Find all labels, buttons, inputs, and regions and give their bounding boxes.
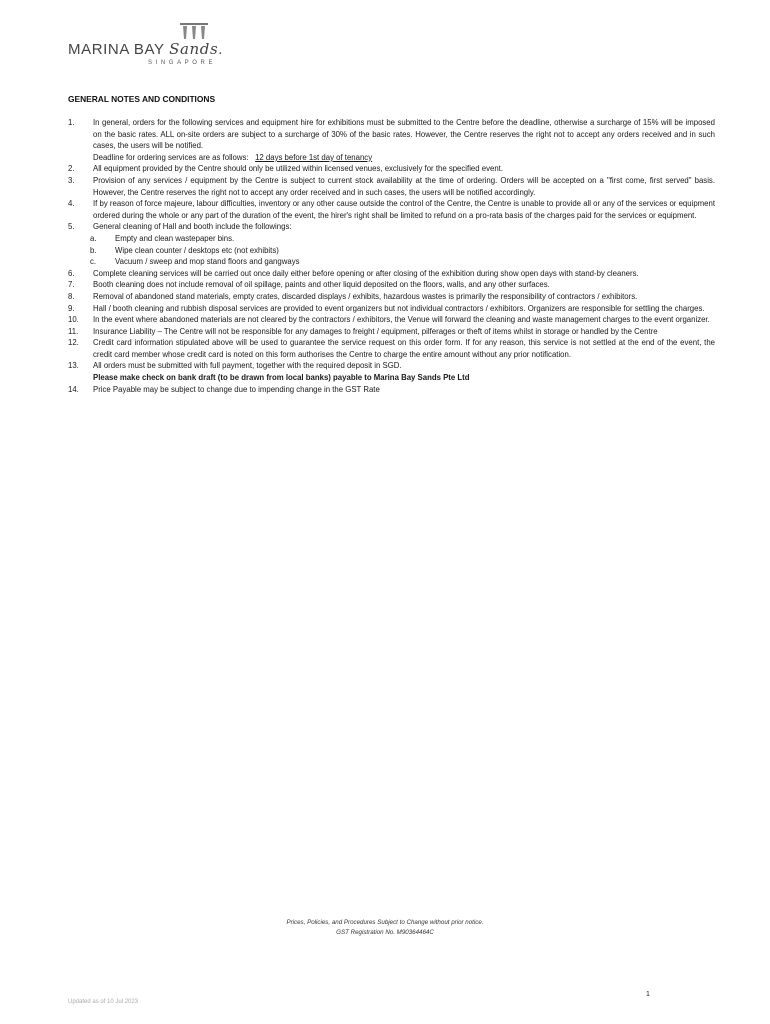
payment-instruction: Please make check on bank draft (to be drawn from local banks) payable to Marina Bay Sands Pte Ltd bbox=[93, 373, 470, 383]
list-item: 5. General cleaning of Hall and booth include the followings: bbox=[68, 222, 292, 232]
list-item: 1. In general, orders for the following services and equipment hire for exhibitions must be submitted to the Centre before the deadline, otherwise a surcharge of 15% will be imposed on the basic rates. ALL on-site orders are subject to a surcharge of 30% of the basic rates. However, the Centre reserves the right not to accept any orders received and in such cases, the users will be notified. bbox=[68, 118, 715, 151]
list-item: 3. Provision of any services / equipment by the Centre is subject to current stock availability at the time of ordering. Orders will be accepted on a "first come, first served" basis. However, the Centre reserves the right not to accept any order received and in such cases, the users will be notified accordingly. bbox=[68, 175, 715, 197]
marina-bay-sands-logo bbox=[68, 22, 224, 72]
list-item: 2. All equipment provided by the Centre should only be utilized within licensed venues, exclusively for the specified event. bbox=[68, 164, 504, 174]
deadline-value: 12 days before 1st day of tenancy bbox=[255, 152, 373, 162]
footer-notice bbox=[0, 918, 770, 938]
list-item: 12. Credit card information stipulated above will be used to guarantee the service request on this order form. If for any reason, this service is not settled at the end of the event, the credit card member whose credit card is noted on this form authorises the Centre to charge the entire amount without any prior notification. bbox=[68, 338, 715, 359]
gst-registration: GST Registration No. M90364464C bbox=[336, 929, 434, 936]
list-item: 13. All orders must be submitted with full payment, together with the required deposit in SGD. Please make check on bank draft (to be drawn from local banks) payable to Marina Bay Sands Pte Ltd bbox=[68, 360, 715, 383]
deadline-line: Deadline for ordering services are as follows: 12 days before 1st day of tenancy bbox=[93, 152, 373, 162]
updated-date: Updated as of 10 Jul 2023 bbox=[68, 999, 139, 1005]
hotel-towers-icon bbox=[180, 22, 208, 39]
page-number: 1 bbox=[646, 991, 650, 998]
list-item: 10. In the event where abandoned materials are not cleared by the contractors / exhibitors, the Venue will forward the cleaning and waste management charges to the event organizer. bbox=[68, 315, 710, 325]
footer-disclaimer: Prices, Policies, and Procedures Subject to Change without prior notice. bbox=[286, 919, 484, 926]
list-item: 9. Hall / booth cleaning and rubbish disposal services are provided to event organizers but not individual contractors / exhibitors. Organizers are responsible for settling the charges. bbox=[68, 303, 705, 313]
logo-wordmark: MARINA BAY Sands. bbox=[68, 40, 224, 58]
cleaning-sub-item: c. Vacuum / sweep and mop stand floors and gangways bbox=[90, 257, 300, 267]
page-title: GENERAL NOTES AND CONDITIONS bbox=[68, 94, 216, 104]
conditions-list bbox=[68, 117, 715, 395]
logo-location: SINGAPORE bbox=[148, 60, 217, 66]
list-item: 14. Price Payable may be subject to change due to impending change in the GST Rate bbox=[68, 384, 380, 394]
list-item: 6. Complete cleaning services will be carried out once daily either before opening or after closing of the exhibition during show open days with stand-by cleaners. bbox=[68, 268, 639, 278]
list-item: 4. If by reason of force majeure, labour difficulties, inventory or any other cause outside the control of the Centre, the Centre is unable to provide all or any of the services or equipment ordered during the whole or any part of the duration of the event, the hirer's right shall be limited to refund on a pro-rata basis of the charges paid for the services or equipment. bbox=[68, 199, 715, 220]
cleaning-sub-item: b. Wipe clean counter / desktops etc (not exhibits) bbox=[90, 245, 279, 255]
list-item: 8. Removal of abandoned stand materials, empty crates, discarded displays / exhibits, hazardous wastes is primarily the responsibility of contractors / exhibitors. bbox=[68, 291, 638, 301]
list-item: 11. Insurance Liability – The Centre will not be responsible for any damages to freight / equipment, pilferages or theft of items whilst in storage or handled by the Centre bbox=[68, 326, 658, 336]
list-item: 7. Booth cleaning does not include removal of oil spillage, paints and other liquid deposited on the floors, walls, and any other surfaces. bbox=[68, 280, 550, 290]
cleaning-sub-item: a. Empty and clean wastepaper bins. bbox=[90, 233, 235, 243]
